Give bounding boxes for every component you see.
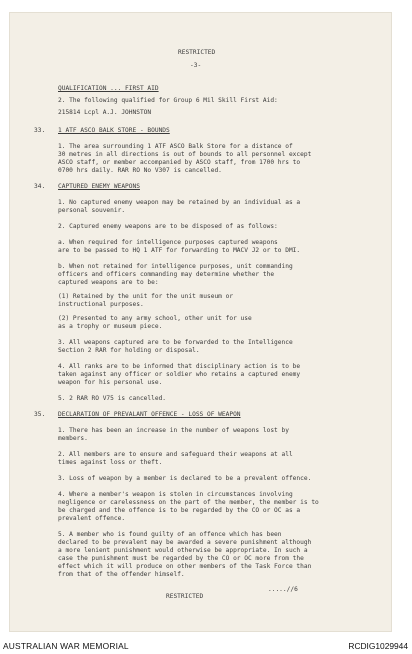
paragraph-line: case the punishment must be regarded by the CO or OC more from the (58, 555, 304, 562)
paragraph-line: as a trophy or museum piece. (58, 323, 163, 330)
paragraph-line: are to be passed to HQ 1 ATF for forwarding to MACV J2 or to DMI. (58, 247, 301, 254)
paragraph-line: (1) Retained by the unit for the unit museum or (58, 293, 234, 300)
paragraph-line: b. When not retained for intelligence purposes, unit commanding (58, 263, 293, 270)
paragraph-line: effect which it will produce on other members of the Task Force than (58, 563, 312, 570)
section-title: DECLARATION OF PREVALANT OFFENCE - LOSS OF WEAPON (58, 411, 241, 418)
paragraph-line: declared to be prevalent may be awarded a severe punishment although (58, 539, 312, 546)
document-page (10, 13, 391, 631)
paragraph-line: a more lenient punishment would otherwise be appropriate. In such a (58, 547, 308, 554)
paragraph-line: 1. No captured enemy weapon may be retained by an individual as a (58, 199, 301, 206)
section-number: 35. (34, 411, 46, 418)
paragraph-line: 4. All ranks are to be informed that disciplinary action is to be (58, 363, 301, 370)
paragraph-line: times against loss or theft. (58, 459, 163, 466)
paragraph-line: taken against any officer or soldier who retains a captured enemy (58, 371, 301, 378)
footer-classification: RESTRICTED (166, 593, 204, 600)
qualifying-intro: 2. The following qualified for Group 6 Mil Skill First Aid: (58, 97, 278, 104)
section-title: 1 ATF ASCO BALK STORE - BOUNDS (58, 127, 170, 134)
archive-reference: RCDIG1029944 (348, 641, 408, 651)
paragraph-line: captured weapons are to be: (58, 279, 159, 286)
paragraph-line: 1. The area surrounding 1 ATF ASCO Balk Store for a distance of (58, 143, 293, 150)
paragraph-line: weapon for his personal use. (58, 379, 163, 386)
paragraph-line: instructional purposes. (58, 301, 144, 308)
header-classification: RESTRICTED (178, 49, 216, 56)
paragraph-line: prevalent offence. (58, 515, 126, 522)
paragraph-line: (2) Presented to any army school, other unit for use (58, 315, 252, 322)
paragraph-line: members. (58, 435, 88, 442)
paragraph-line: 4. Where a member's weapon is stolen in circumstances involving (58, 491, 293, 498)
paragraph-line: 2. Captured enemy weapons are to be disposed of as follows: (58, 223, 278, 230)
section-title: CAPTURED ENEMY WEAPONS (58, 183, 140, 190)
page-number: -3- (190, 62, 202, 69)
paragraph-line: ASCO staff, or member accompanied by ASCO staff, from 1700 hrs to (58, 159, 301, 166)
paragraph-line: 5. 2 RAR RO V75 is cancelled. (58, 395, 167, 402)
paragraph-line: 30 metres in all directions is out of bounds to all personnel except (58, 151, 312, 158)
paragraph-line: 2. All members are to ensure and safeguard their weapons at all (58, 451, 293, 458)
paragraph-line: Section 2 RAR for holding or disposal. (58, 347, 200, 354)
section-number: 33. (34, 127, 46, 134)
paragraph-line: officers and officers commanding may determine whether the (58, 271, 275, 278)
paragraph-line: from that of the offender himself. (58, 571, 185, 578)
qualifying-heading: QUALIFICATION ... FIRST AID (58, 85, 159, 92)
paragraph-line: 0700 hrs daily. RAR RO No V307 is cancelled. (58, 167, 222, 174)
section-number: 34. (34, 183, 46, 190)
qualifying-name: 215814 Lcpl A.J. JOHNSTON (58, 109, 152, 116)
paragraph-line: 1. There has been an increase in the number of weapons lost by (58, 427, 289, 434)
paragraph-line: negligence or carelessness on the part of the member, the member is to (58, 499, 319, 506)
paragraph-line: 3. All weapons captured are to be forwarded to the Intelligence (58, 339, 293, 346)
archive-footer (0, 636, 412, 654)
paragraph-line: 3. Loss of weapon by a member is declared to be a prevalent offence. (58, 475, 312, 482)
paragraph-line: personal souvenir. (58, 207, 126, 214)
paragraph-line: a. When required for intelligence purposes captured weapons (58, 239, 278, 246)
continuation-marker: .....//6 (268, 586, 298, 593)
paragraph-line: 5. A member who is found guilty of an offence which has been (58, 531, 282, 538)
paragraph-line: be charged and the offence is to be regarded by the CO or OC as a (58, 507, 301, 514)
archive-institution: AUSTRALIAN WAR MEMORIAL (3, 641, 129, 651)
